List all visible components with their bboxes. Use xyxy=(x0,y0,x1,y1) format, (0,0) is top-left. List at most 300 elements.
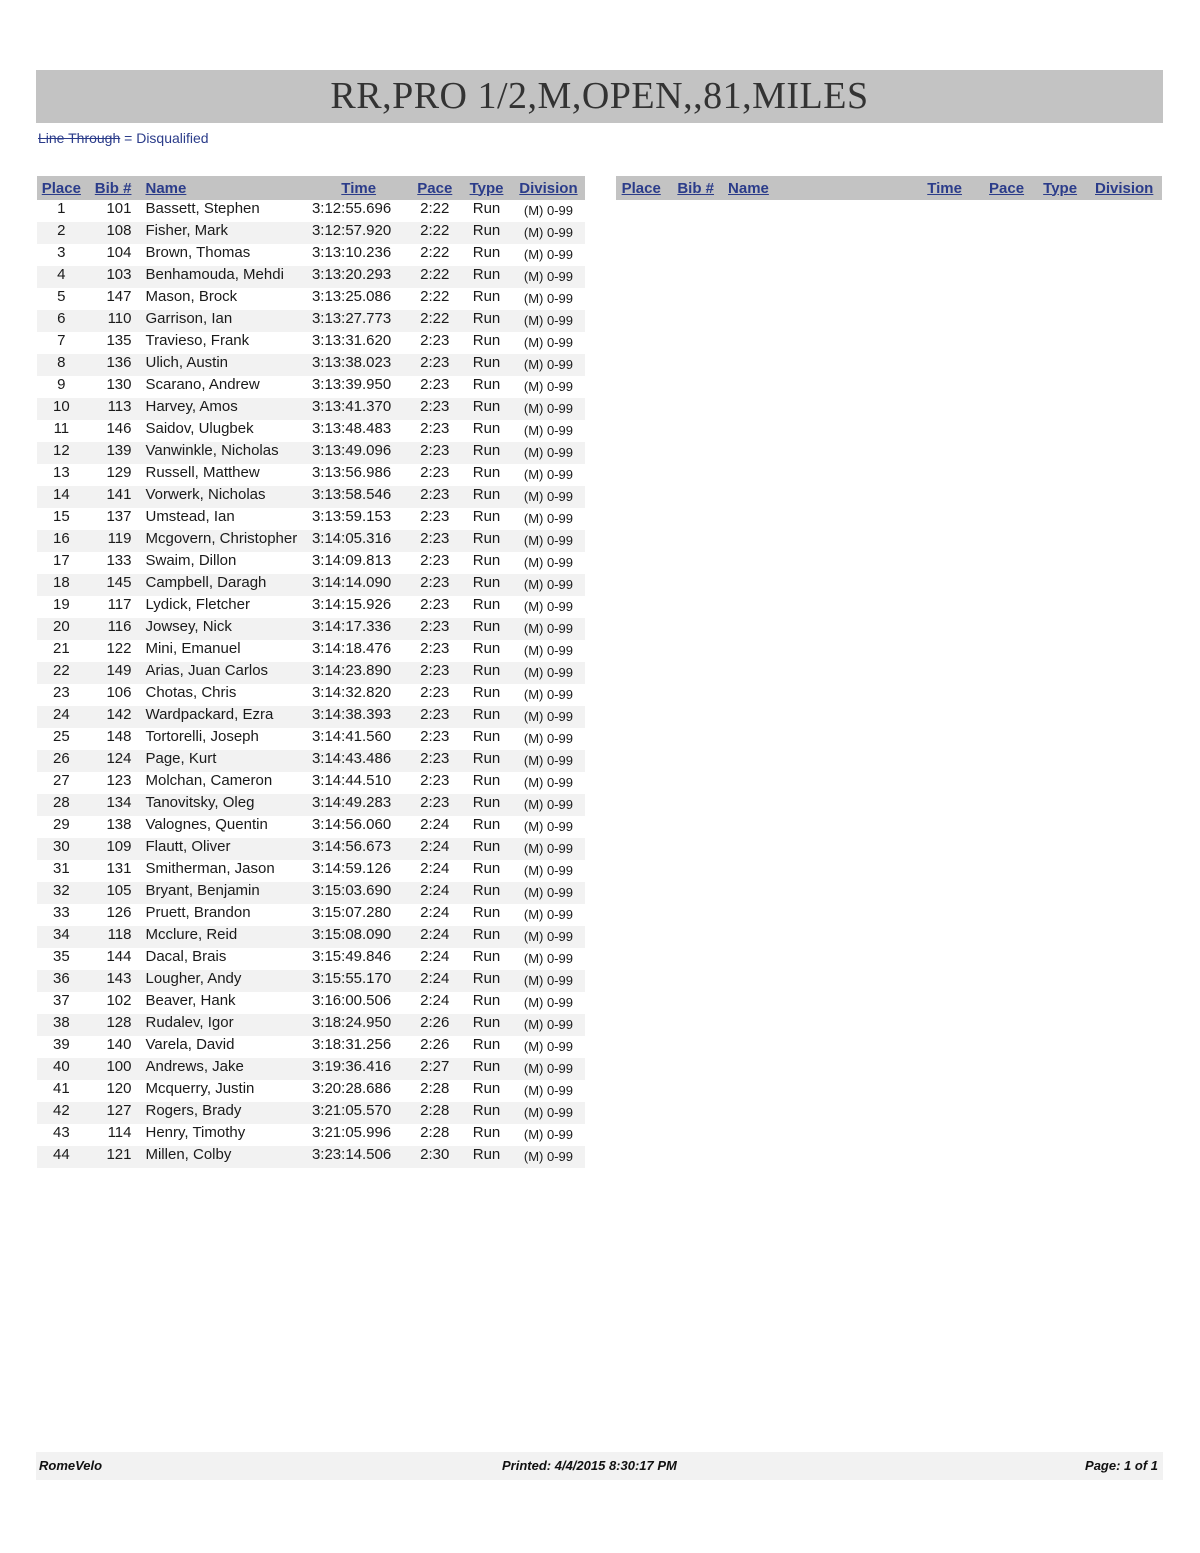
cell-division: (M) 0-99 xyxy=(512,310,585,332)
results-table-left xyxy=(37,176,585,1168)
cell-division: (M) 0-99 xyxy=(512,1058,585,1080)
cell-name: Tortorelli, Joseph xyxy=(145,728,259,745)
table-row xyxy=(37,860,585,882)
cell-pace: 2:23 xyxy=(408,442,461,464)
cell-division: (M) 0-99 xyxy=(523,599,573,614)
cell-place: 41 xyxy=(53,1080,70,1097)
cell-place: 19 xyxy=(53,596,70,613)
cell-time: 3:18:31.256 xyxy=(311,1036,392,1053)
cell-time: 3:14:05.316 xyxy=(309,530,408,552)
cell-division: (M) 0-99 xyxy=(512,222,585,244)
cell-place: 43 xyxy=(53,1124,70,1141)
cell-place: 15 xyxy=(53,508,70,525)
cell-time: 3:21:05.570 xyxy=(309,1102,408,1124)
cell-place: 16 xyxy=(37,530,86,552)
cell-time: 3:14:56.060 xyxy=(311,816,392,833)
cell-place: 20 xyxy=(37,618,86,640)
cell-type: Run xyxy=(461,530,512,552)
cell-division: (M) 0-99 xyxy=(512,970,585,992)
table-row xyxy=(37,904,585,926)
cell-time: 3:15:49.846 xyxy=(311,948,392,965)
cell-bib: 103 xyxy=(86,266,140,288)
cell-bib: 129 xyxy=(106,464,132,481)
cell-division: (M) 0-99 xyxy=(523,819,573,834)
cell-name: Millen, Colby xyxy=(139,1146,308,1168)
cell-place: 27 xyxy=(53,772,70,789)
cell-place: 44 xyxy=(37,1146,86,1168)
cell-time: 3:21:05.996 xyxy=(311,1124,392,1141)
cell-pace: 2:24 xyxy=(420,904,450,921)
cell-name: Garrison, Ian xyxy=(139,310,308,332)
cell-place: 33 xyxy=(53,904,70,921)
cell-time: 3:13:27.773 xyxy=(309,310,408,332)
table-row xyxy=(37,398,585,420)
cell-type: Run xyxy=(472,1036,501,1053)
cell-name: Vorwerk, Nicholas xyxy=(139,486,308,508)
cell-bib: 149 xyxy=(86,662,140,684)
cell-bib: 123 xyxy=(106,772,132,789)
cell-name: Russell, Matthew xyxy=(145,464,260,481)
cell-type: Run xyxy=(472,948,501,965)
cell-type: Run xyxy=(472,728,501,745)
cell-pace: 2:23 xyxy=(420,596,450,613)
cell-pace: 2:23 xyxy=(408,706,461,728)
cell-division: (M) 0-99 xyxy=(512,662,585,684)
cell-pace: 2:23 xyxy=(420,508,450,525)
cell-name: Fisher, Mark xyxy=(139,222,308,244)
cell-place: 37 xyxy=(53,992,70,1009)
cell-division: (M) 0-99 xyxy=(523,1083,573,1098)
cell-type: Run xyxy=(461,398,512,420)
cell-bib: 138 xyxy=(106,816,132,833)
cell-time: 3:13:38.023 xyxy=(309,354,408,376)
cell-time: 3:14:49.283 xyxy=(309,794,408,816)
cell-pace: 2:23 xyxy=(420,772,450,789)
cell-division: (M) 0-99 xyxy=(512,442,585,464)
cell-division: (M) 0-99 xyxy=(512,354,585,376)
cell-bib: 145 xyxy=(86,574,140,596)
cell-place: 22 xyxy=(37,662,86,684)
cell-name: Harvey, Amos xyxy=(139,398,308,420)
cell-bib: 147 xyxy=(106,288,132,305)
col-header-pace[interactable]: Pace xyxy=(408,176,461,200)
cell-type: Run xyxy=(472,904,501,921)
cell-pace: 2:26 xyxy=(420,1036,450,1053)
cell-place: 28 xyxy=(37,794,86,816)
table-row xyxy=(37,420,585,442)
cell-pace: 2:23 xyxy=(420,376,450,393)
table-row xyxy=(37,1146,585,1168)
cell-place: 39 xyxy=(53,1036,70,1053)
cell-name: Umstead, Ian xyxy=(145,508,235,525)
cell-name: Wardpackard, Ezra xyxy=(139,706,308,728)
table-row xyxy=(37,1058,585,1080)
cell-place: 11 xyxy=(53,420,70,437)
footer-printed: Printed: 4/4/2015 8:30:17 PM xyxy=(502,1458,677,1473)
cell-pace: 2:23 xyxy=(420,552,450,569)
page-footer xyxy=(36,1452,1163,1480)
cell-division: (M) 0-99 xyxy=(512,926,585,948)
table-row xyxy=(37,1036,585,1058)
cell-time: 3:14:59.126 xyxy=(311,860,392,877)
col-header-place[interactable]: Place xyxy=(37,176,86,200)
cell-place: 26 xyxy=(37,750,86,772)
cell-bib: 116 xyxy=(86,618,140,640)
cell-bib: 143 xyxy=(86,970,140,992)
table-row xyxy=(37,464,585,486)
cell-division: (M) 0-99 xyxy=(523,203,573,218)
cell-time: 3:14:17.336 xyxy=(309,618,408,640)
cell-time: 3:18:24.950 xyxy=(309,1014,408,1036)
cell-name: Page, Kurt xyxy=(139,750,308,772)
cell-place: 10 xyxy=(37,398,86,420)
cell-name: Arias, Juan Carlos xyxy=(139,662,308,684)
cell-pace: 2:23 xyxy=(408,750,461,772)
cell-place: 14 xyxy=(37,486,86,508)
cell-bib: 104 xyxy=(106,244,132,261)
col-header-pace-right[interactable]: Pace xyxy=(979,176,1034,200)
cell-name: Scarano, Andrew xyxy=(145,376,260,393)
cell-pace: 2:23 xyxy=(408,486,461,508)
cell-bib: 105 xyxy=(86,882,140,904)
cell-place: 4 xyxy=(37,266,86,288)
cell-type: Run xyxy=(461,1102,512,1124)
cell-time: 3:14:18.476 xyxy=(311,640,392,657)
cell-pace: 2:23 xyxy=(420,684,450,701)
cell-pace: 2:22 xyxy=(420,200,450,217)
cell-place: 31 xyxy=(53,860,70,877)
cell-time: 3:13:41.370 xyxy=(309,398,408,420)
table-row xyxy=(37,706,585,728)
cell-name: Bassett, Stephen xyxy=(145,200,260,217)
cell-name: Mcquerry, Justin xyxy=(145,1080,255,1097)
results-body xyxy=(37,200,585,1168)
cell-type: Run xyxy=(472,1124,501,1141)
cell-name: Ulich, Austin xyxy=(139,354,308,376)
cell-division: (M) 0-99 xyxy=(512,530,585,552)
cell-pace: 2:23 xyxy=(420,332,450,349)
cell-bib: 110 xyxy=(86,310,140,332)
cell-type: Run xyxy=(461,266,512,288)
cell-time: 3:14:41.560 xyxy=(311,728,392,745)
table-row xyxy=(37,772,585,794)
table-row xyxy=(37,574,585,596)
cell-pace: 2:22 xyxy=(408,310,461,332)
cell-type: Run xyxy=(461,574,512,596)
table-row xyxy=(37,640,585,662)
cell-bib: 131 xyxy=(106,860,132,877)
cell-pace: 2:23 xyxy=(420,728,450,745)
cell-bib: 135 xyxy=(106,332,132,349)
legend-strike-text: Line Through xyxy=(38,130,121,146)
cell-place: 3 xyxy=(57,244,66,261)
table-row xyxy=(37,816,585,838)
cell-name: Mcgovern, Christopher xyxy=(139,530,308,552)
cell-name: Flautt, Oliver xyxy=(139,838,308,860)
cell-bib: 121 xyxy=(86,1146,140,1168)
footer-org: RomeVelo xyxy=(39,1458,103,1473)
cell-division: (M) 0-99 xyxy=(512,486,585,508)
table-row xyxy=(37,992,585,1014)
cell-name: Travieso, Frank xyxy=(145,332,250,349)
cell-bib: 122 xyxy=(106,640,132,657)
cell-name: Campbell, Daragh xyxy=(139,574,308,596)
cell-pace: 2:23 xyxy=(420,640,450,657)
cell-division: (M) 0-99 xyxy=(512,706,585,728)
cell-type: Run xyxy=(461,1014,512,1036)
cell-place: 23 xyxy=(53,684,70,701)
cell-time: 3:13:25.086 xyxy=(311,288,392,305)
cell-place: 36 xyxy=(37,970,86,992)
cell-place: 18 xyxy=(37,574,86,596)
col-header-type[interactable]: Type xyxy=(461,176,512,200)
cell-time: 3:15:55.170 xyxy=(309,970,408,992)
cell-name: Mason, Brock xyxy=(145,288,238,305)
cell-bib: 102 xyxy=(106,992,132,1009)
cell-division: (M) 0-99 xyxy=(512,838,585,860)
cell-pace: 2:24 xyxy=(420,860,450,877)
cell-division: (M) 0-99 xyxy=(523,291,573,306)
cell-name: Rudalev, Igor xyxy=(139,1014,308,1036)
cell-place: 35 xyxy=(53,948,70,965)
cell-pace: 2:24 xyxy=(420,816,450,833)
table-row xyxy=(37,728,585,750)
cell-place: 29 xyxy=(53,816,70,833)
cell-division: (M) 0-99 xyxy=(512,398,585,420)
cell-place: 30 xyxy=(37,838,86,860)
col-header-division[interactable]: Division xyxy=(512,176,585,200)
cell-type: Run xyxy=(461,442,512,464)
col-header-division-right[interactable]: Division xyxy=(1086,176,1162,200)
table-row xyxy=(37,552,585,574)
cell-time: 3:13:20.293 xyxy=(309,266,408,288)
cell-division: (M) 0-99 xyxy=(512,1014,585,1036)
cell-bib: 130 xyxy=(106,376,132,393)
table-header-row-right xyxy=(616,176,1162,200)
table-row xyxy=(37,200,585,222)
col-header-time[interactable]: Time xyxy=(309,176,408,200)
cell-division: (M) 0-99 xyxy=(523,1039,573,1054)
cell-time: 3:14:38.393 xyxy=(309,706,408,728)
table-row xyxy=(37,508,585,530)
cell-place: 42 xyxy=(37,1102,86,1124)
cell-place: 25 xyxy=(53,728,70,745)
cell-time: 3:16:00.506 xyxy=(311,992,392,1009)
cell-name: Tanovitsky, Oleg xyxy=(139,794,308,816)
cell-bib: 124 xyxy=(86,750,140,772)
cell-time: 3:13:49.096 xyxy=(309,442,408,464)
cell-pace: 2:28 xyxy=(408,1102,461,1124)
cell-pace: 2:22 xyxy=(408,222,461,244)
cell-type: Run xyxy=(461,926,512,948)
cell-pace: 2:23 xyxy=(408,618,461,640)
cell-name: Henry, Timothy xyxy=(145,1124,246,1141)
cell-type: Run xyxy=(472,860,501,877)
cell-name: Andrews, Jake xyxy=(139,1058,308,1080)
cell-time: 3:14:23.890 xyxy=(309,662,408,684)
cell-place: 24 xyxy=(37,706,86,728)
cell-time: 3:20:28.686 xyxy=(311,1080,392,1097)
cell-type: Run xyxy=(472,332,501,349)
cell-division: (M) 0-99 xyxy=(523,335,573,350)
cell-pace: 2:22 xyxy=(408,266,461,288)
cell-bib: 139 xyxy=(86,442,140,464)
cell-bib: 101 xyxy=(106,200,132,217)
cell-bib: 133 xyxy=(106,552,132,569)
col-header-type-right[interactable]: Type xyxy=(1034,176,1087,200)
cell-name: Rogers, Brady xyxy=(139,1102,308,1124)
page-title: RR,PRO 1/2,M,OPEN,,81,MILES xyxy=(36,70,1163,123)
table-row xyxy=(37,266,585,288)
table-row xyxy=(37,310,585,332)
cell-bib: 120 xyxy=(106,1080,132,1097)
cell-name: Chotas, Chris xyxy=(145,684,237,701)
table-row xyxy=(37,442,585,464)
cell-bib: 100 xyxy=(86,1058,140,1080)
cell-type: Run xyxy=(472,772,501,789)
cell-time: 3:15:08.090 xyxy=(309,926,408,948)
cell-division: (M) 0-99 xyxy=(523,511,573,526)
cell-place: 8 xyxy=(37,354,86,376)
table-row xyxy=(37,596,585,618)
cell-division: (M) 0-99 xyxy=(523,1127,573,1142)
cell-name: Brown, Thomas xyxy=(145,244,251,261)
cell-bib: 128 xyxy=(86,1014,140,1036)
table-row xyxy=(37,618,585,640)
cell-bib: 113 xyxy=(86,398,140,420)
table-row xyxy=(37,486,585,508)
cell-division: (M) 0-99 xyxy=(512,794,585,816)
cell-bib: 142 xyxy=(86,706,140,728)
cell-division: (M) 0-99 xyxy=(512,882,585,904)
footer-page: Page: 1 of 1 xyxy=(1085,1458,1158,1473)
table-row xyxy=(37,926,585,948)
cell-pace: 2:23 xyxy=(408,530,461,552)
cell-time: 3:14:56.673 xyxy=(309,838,408,860)
col-header-name[interactable]: Name xyxy=(139,176,308,200)
table-row xyxy=(37,1014,585,1036)
cell-bib: 117 xyxy=(107,596,132,613)
cell-division: (M) 0-99 xyxy=(512,618,585,640)
cell-place: 38 xyxy=(37,1014,86,1036)
cell-name: Varela, David xyxy=(145,1036,235,1053)
cell-name: Swaim, Dillon xyxy=(145,552,237,569)
col-header-bib-right[interactable]: Bib # xyxy=(666,176,722,200)
cell-time: 3:13:58.546 xyxy=(309,486,408,508)
cell-name: Bryant, Benjamin xyxy=(139,882,308,904)
cell-name: Vanwinkle, Nicholas xyxy=(139,442,308,464)
cell-time: 3:13:10.236 xyxy=(311,244,392,261)
cell-place: 21 xyxy=(53,640,70,657)
cell-pace: 2:22 xyxy=(420,288,450,305)
cell-type: Run xyxy=(472,200,501,217)
cell-time: 3:19:36.416 xyxy=(309,1058,408,1080)
cell-name: Pruett, Brandon xyxy=(145,904,251,921)
cell-type: Run xyxy=(472,508,501,525)
legend-rest-text: = Disqualified xyxy=(120,130,209,146)
cell-bib: 146 xyxy=(106,420,132,437)
cell-division: (M) 0-99 xyxy=(523,687,573,702)
cell-time: 3:23:14.506 xyxy=(309,1146,408,1168)
cell-type: Run xyxy=(461,1058,512,1080)
table-row xyxy=(37,750,585,772)
cell-bib: 114 xyxy=(107,1124,132,1141)
cell-place: 34 xyxy=(37,926,86,948)
cell-bib: 126 xyxy=(106,904,132,921)
cell-division: (M) 0-99 xyxy=(523,907,573,922)
cell-place: 13 xyxy=(53,464,70,481)
cell-name: Valognes, Quentin xyxy=(145,816,268,833)
cell-bib: 127 xyxy=(86,1102,140,1124)
cell-name: Molchan, Cameron xyxy=(145,772,273,789)
cell-time: 3:14:09.813 xyxy=(311,552,392,569)
cell-pace: 2:22 xyxy=(420,244,450,261)
col-header-name-right[interactable]: Name xyxy=(722,176,910,200)
cell-place: 2 xyxy=(37,222,86,244)
cell-place: 9 xyxy=(57,376,66,393)
table-row xyxy=(37,244,585,266)
cell-place: 1 xyxy=(57,200,66,217)
table-row xyxy=(37,1102,585,1124)
cell-type: Run xyxy=(461,354,512,376)
cell-type: Run xyxy=(472,640,501,657)
cell-name: Saidov, Ulugbek xyxy=(145,420,254,437)
cell-name: Mini, Emanuel xyxy=(145,640,241,657)
cell-place: 12 xyxy=(37,442,86,464)
cell-pace: 2:23 xyxy=(408,398,461,420)
cell-time: 3:13:48.483 xyxy=(311,420,392,437)
cell-division: (M) 0-99 xyxy=(512,750,585,772)
cell-division: (M) 0-99 xyxy=(523,995,573,1010)
cell-bib: 106 xyxy=(106,684,132,701)
cell-type: Run xyxy=(461,1146,512,1168)
cell-type: Run xyxy=(472,1080,501,1097)
col-header-place-right[interactable]: Place xyxy=(616,176,666,200)
cell-division: (M) 0-99 xyxy=(512,1102,585,1124)
cell-pace: 2:27 xyxy=(408,1058,461,1080)
cell-time: 3:14:15.926 xyxy=(311,596,392,613)
cell-type: Run xyxy=(472,992,501,1009)
cell-time: 3:13:39.950 xyxy=(311,376,392,393)
cell-division: (M) 0-99 xyxy=(512,574,585,596)
cell-division: (M) 0-99 xyxy=(523,555,573,570)
table-row xyxy=(37,970,585,992)
cell-division: (M) 0-99 xyxy=(512,266,585,288)
cell-time: 3:13:56.986 xyxy=(311,464,392,481)
cell-type: Run xyxy=(472,816,501,833)
table-row xyxy=(37,882,585,904)
cell-place: 40 xyxy=(37,1058,86,1080)
cell-division: (M) 0-99 xyxy=(523,951,573,966)
table-row xyxy=(37,354,585,376)
cell-type: Run xyxy=(461,706,512,728)
cell-pace: 2:30 xyxy=(408,1146,461,1168)
table-row xyxy=(37,288,585,310)
col-header-time-right[interactable]: Time xyxy=(910,176,979,200)
results-table-right xyxy=(616,176,1162,200)
col-header-bib[interactable]: Bib # xyxy=(86,176,140,200)
cell-pace: 2:24 xyxy=(408,970,461,992)
cell-time: 3:14:44.510 xyxy=(311,772,392,789)
cell-pace: 2:28 xyxy=(420,1124,450,1141)
cell-pace: 2:23 xyxy=(420,464,450,481)
cell-bib: 118 xyxy=(86,926,140,948)
cell-type: Run xyxy=(472,376,501,393)
table-row xyxy=(37,332,585,354)
cell-time: 3:15:07.280 xyxy=(311,904,392,921)
cell-type: Run xyxy=(461,750,512,772)
cell-time: 3:13:59.153 xyxy=(311,508,392,525)
